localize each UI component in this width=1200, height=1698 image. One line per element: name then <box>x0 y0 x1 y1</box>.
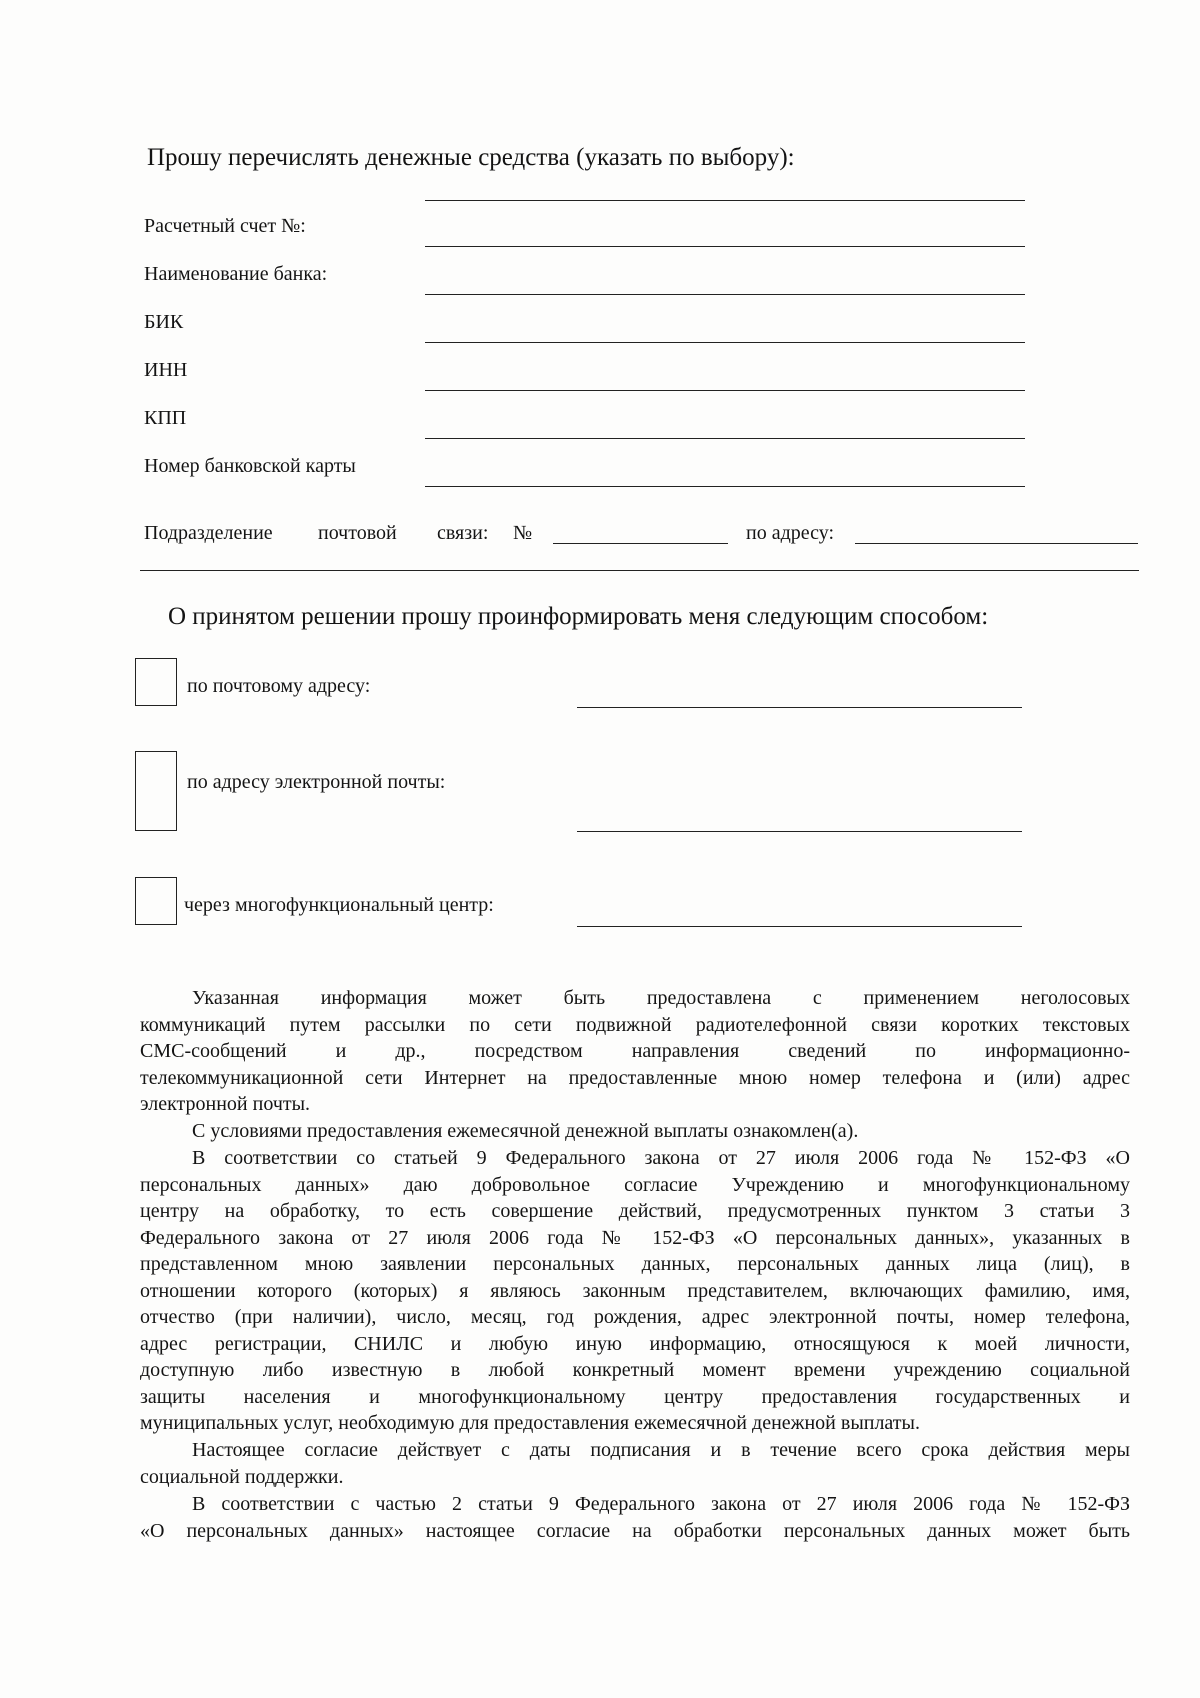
text-line: муниципальных услуг, необходимую для предоставления ежемесячной денежной выплаты. <box>140 1412 920 1434</box>
mfc-checkbox[interactable] <box>135 877 177 925</box>
text-line: Настоящее согласие действует с даты подписания и в течение всего срока действия меры <box>192 1439 1130 1461</box>
postal-address-field[interactable] <box>855 543 1138 544</box>
postal-address-continuation-field[interactable] <box>140 570 1139 571</box>
email-option-field[interactable] <box>577 831 1022 832</box>
paragraph-conditions <box>140 1118 1130 1145</box>
account-number-label: Расчетный счет №: <box>144 215 306 237</box>
text-line: адрес регистрации, СНИЛС и любую иную информацию, относящуюся к моей личности, <box>140 1332 1130 1355</box>
text-line: отношении которого (которых) я являюсь законным представителем, включающих фамилию, имя, <box>140 1279 1130 1302</box>
text-line: СМС-сообщений и др., посредством направления сведений по информационно- <box>140 1040 1130 1062</box>
postal-address-checkbox[interactable] <box>135 658 177 706</box>
bik-field[interactable] <box>425 342 1025 343</box>
paragraph-personal-data-consent <box>140 1145 1130 1437</box>
postal-label-part1: Подразделение <box>144 522 273 544</box>
notify-heading: О принятом решении прошу проинформировать меня следующим способом: <box>168 603 989 630</box>
postal-address-option-label: по почтовому адресу: <box>187 675 371 697</box>
bank-name-field[interactable] <box>425 294 1025 295</box>
account-number-field[interactable] <box>425 246 1025 247</box>
transfer-heading: Прошу перечислять денежные средства (указать по выбору): <box>147 144 795 171</box>
kpp-label: КПП <box>144 407 187 429</box>
paragraph-consent-withdrawal <box>140 1491 1130 1544</box>
mfc-option-label: через многофункциональный центр: <box>184 894 494 916</box>
text-line: В соответствии с частью 2 статьи 9 Федерального закона от 27 июля 2006 года № 152-ФЗ <box>192 1493 1130 1515</box>
text-line: доступную либо известную в любой конкретный момент времени учреждению социальной <box>140 1359 1130 1381</box>
postal-label-part2: почтовой <box>318 522 397 544</box>
kpp-field[interactable] <box>425 438 1025 439</box>
paragraph-consent-duration <box>140 1437 1130 1490</box>
text-line: «О персональных данных» настоящее согласие на обработки персональных данных может быть <box>140 1519 1130 1542</box>
postal-label-part4: № <box>513 522 533 544</box>
text-line: центру на обработку, то есть совершение действий, предусмотренных пунктом 3 статьи 3 <box>140 1200 1130 1222</box>
email-option-label: по адресу электронной почты: <box>187 771 446 793</box>
postal-office-number-field[interactable] <box>553 543 728 544</box>
text-line: Федерального закона от 27 июля 2006 года № 152-ФЗ «О персональных данных», указанных в <box>140 1226 1130 1249</box>
text-line: В соответствии со статьей 9 Федерального закона от 27 июля 2006 года № 152-ФЗ «О <box>192 1147 1130 1169</box>
paragraph-sms-info <box>140 985 1130 1118</box>
text-line: социальной поддержки. <box>140 1465 344 1488</box>
bank-card-label: Номер банковской карты <box>144 455 356 477</box>
postal-label-part3: связи: <box>437 522 489 544</box>
postal-address-option-field[interactable] <box>577 707 1022 708</box>
text-line: отчество (при наличии), число, месяц, год рождения, адрес электронной почты, номер телефона, <box>140 1306 1130 1328</box>
bik-label: БИК <box>144 311 184 333</box>
inn-label: ИНН <box>144 359 188 381</box>
text-line: электронной почты. <box>140 1093 311 1115</box>
email-checkbox[interactable] <box>135 751 177 831</box>
text-line: Указанная информация может быть предоставлена с применением неголосовых <box>192 987 1130 1009</box>
mfc-option-field[interactable] <box>577 926 1022 927</box>
text-line: защиты населения и многофункциональному центру предоставления государственных и <box>140 1385 1130 1408</box>
text-line: С условиями предоставления ежемесячной денежной выплаты ознакомлен(а). <box>192 1120 859 1142</box>
text-line: телекоммуникационной сети Интернет на предоставленные мною номер телефона и (или) адрес <box>140 1066 1130 1089</box>
transfer-choice-line[interactable] <box>425 200 1025 201</box>
text-line: представленном мною заявлении персональных данных, персональных данных лица (лиц), в <box>140 1253 1130 1275</box>
text-line: персональных данных» даю добровольное согласие Учреждению и многофункциональному <box>140 1173 1130 1196</box>
text-line: коммуникаций путем рассылки по сети подвижной радиотелефонной связи коротких текстовых <box>140 1013 1130 1036</box>
inn-field[interactable] <box>425 390 1025 391</box>
bank-card-field[interactable] <box>425 486 1025 487</box>
postal-address-label: по адресу: <box>746 522 835 544</box>
bank-name-label: Наименование банка: <box>144 263 328 285</box>
